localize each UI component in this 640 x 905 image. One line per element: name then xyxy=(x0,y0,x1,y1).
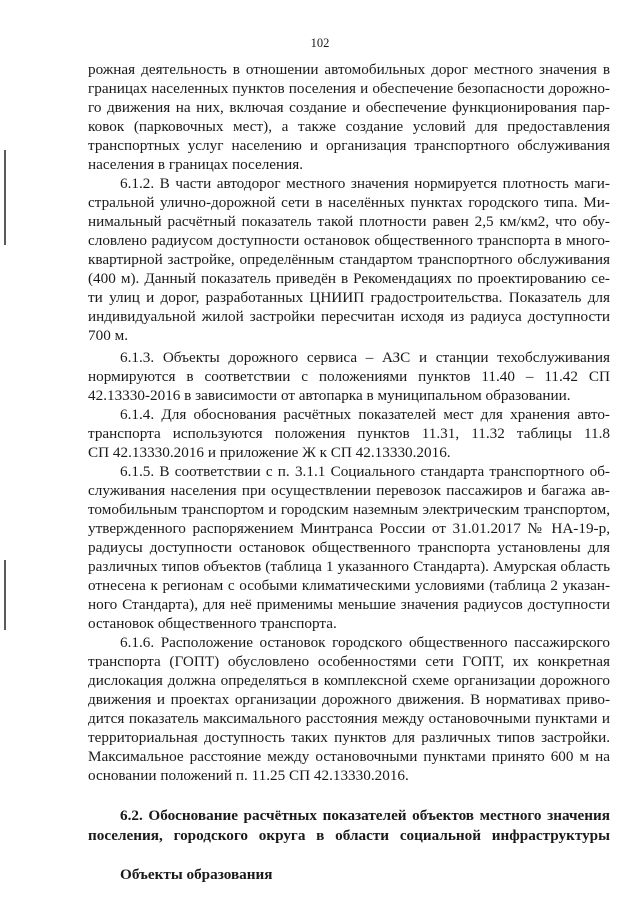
text-line: движения и проектах организации дорожного движения. В нормативах приво- xyxy=(88,691,610,708)
text-line: рожная деятельность в отношении автомобильных дорог местного значения в xyxy=(88,61,610,78)
text-line: индивидуальной жилой застройки пересчитан исходя из радиуса доступности xyxy=(88,308,610,325)
page-number: 102 xyxy=(310,36,330,50)
paragraph-6-1-6-first-line: 6.1.6. Расположение остановок городского общественного пассажирского xyxy=(120,634,610,651)
scan-edge-mark xyxy=(4,150,6,245)
text-line: дислокация должна определяться в комплексной схеме организации дорожного xyxy=(88,672,610,689)
text-line: ковок (парковочных мест), а также создание условий для предоставления xyxy=(88,118,610,135)
text-line: отнесена к регионам с особыми климатическими условиями (таблица 2 указан- xyxy=(88,577,610,594)
text-line: остановок общественного транспорта. xyxy=(88,615,337,632)
text-line: (400 м). Данный показатель приведён в Рекомендациях по проектированию се- xyxy=(88,270,610,287)
subsection-heading-text: Объекты образования xyxy=(120,866,273,883)
text-line: различных типов объектов (таблица 1 указанного Стандарта). Амурская область xyxy=(88,558,610,575)
text-line: нимальный расчётный показатель такой плотности равен 2,5 км/км2, что обу- xyxy=(88,213,610,230)
section-heading-line-1: 6.2. Обоснование расчётных показателей объектов местного значения xyxy=(120,807,610,824)
text-line: го движения на них, включая создание и обеспечение функционирования пар- xyxy=(88,99,610,116)
text-line: квартирной застройке, определённым стандартом транспортного обслуживания xyxy=(88,251,610,268)
scan-edge-mark xyxy=(4,560,6,630)
text-line: транспортных услуг населению и организация транспортного обслуживания xyxy=(88,137,610,154)
subsection-heading xyxy=(120,865,610,885)
text-line: 42.13330-2016 в зависимости от автопарка в муниципальном образовании. xyxy=(88,387,571,404)
text-line: транспорта используются положения пунктов 11.31, 11.32 таблицы 11.8 xyxy=(88,425,610,442)
text-line: границах населенных пунктов поселения и обеспечение безопасности дорожно- xyxy=(88,80,610,97)
text-line: стральной улично-дорожной сети в населённых пунктах городского типа. Ми- xyxy=(88,194,610,211)
text-line: ного Стандарта), для неё применимы меньшие значения радиусов доступности xyxy=(88,596,610,613)
text-line: населения в границах поселения. xyxy=(88,156,304,173)
text-line: томобильным транспортом и городским наземным электрическим транспортом, xyxy=(88,501,610,518)
text-line: 700 м. xyxy=(88,327,128,344)
paragraph-6-1-3-first-line: 6.1.3. Объекты дорожного сервиса – АЗС и станции техобслуживания xyxy=(120,349,610,366)
text-line: дится показатель максимального расстояния между остановочными пунктами и xyxy=(88,710,610,727)
paragraph-6-1-5-first-line: 6.1.5. В соответствии с п. 3.1.1 Социального стандарта транспортного об- xyxy=(120,463,610,480)
text-line: территориальная доступность таких пунктов для различных типов застройки. xyxy=(88,729,610,746)
text-line: СП 42.13330.2016 и приложение Ж к СП 42.13330.2016. xyxy=(88,444,451,461)
paragraph-6-1-4-first-line: 6.1.4. Для обоснования расчётных показателей мест для хранения авто- xyxy=(120,406,610,423)
text-line: ти улиц и дорог, разработанных ЦНИИП градостроительства. Показатель для xyxy=(88,289,610,306)
text-line: утвержденного распоряжением Минтранса России от 31.01.2017 № НА-19-р, xyxy=(88,520,610,537)
text-line: служивания населения при осуществлении перевозок пассажиров и багажа ав- xyxy=(88,482,610,499)
text-line: Максимальное расстояние между остановочными пунктами принято 600 м на xyxy=(88,748,610,765)
text-line: радиусы доступности остановок общественного транспорта установлены для xyxy=(88,539,610,556)
text-line: транспорта (ГОПТ) обусловлено особенностями сети ГОПТ, их конкретная xyxy=(88,653,610,670)
paragraph-6-1-2-first-line: 6.1.2. В части автодорог местного значения нормируется плотность маги- xyxy=(120,175,610,192)
text-line: словлено радиусом доступности остановок общественного транспорта в много- xyxy=(88,232,610,249)
section-heading-line-2: поселения, городского округа в области социальной инфраструктуры xyxy=(88,827,610,844)
text-line: нормируются в соответствии с положениями пунктов 11.40 – 11.42 СП xyxy=(88,368,610,385)
text-line: основании положений п. 11.25 СП 42.13330.2016. xyxy=(88,767,409,784)
